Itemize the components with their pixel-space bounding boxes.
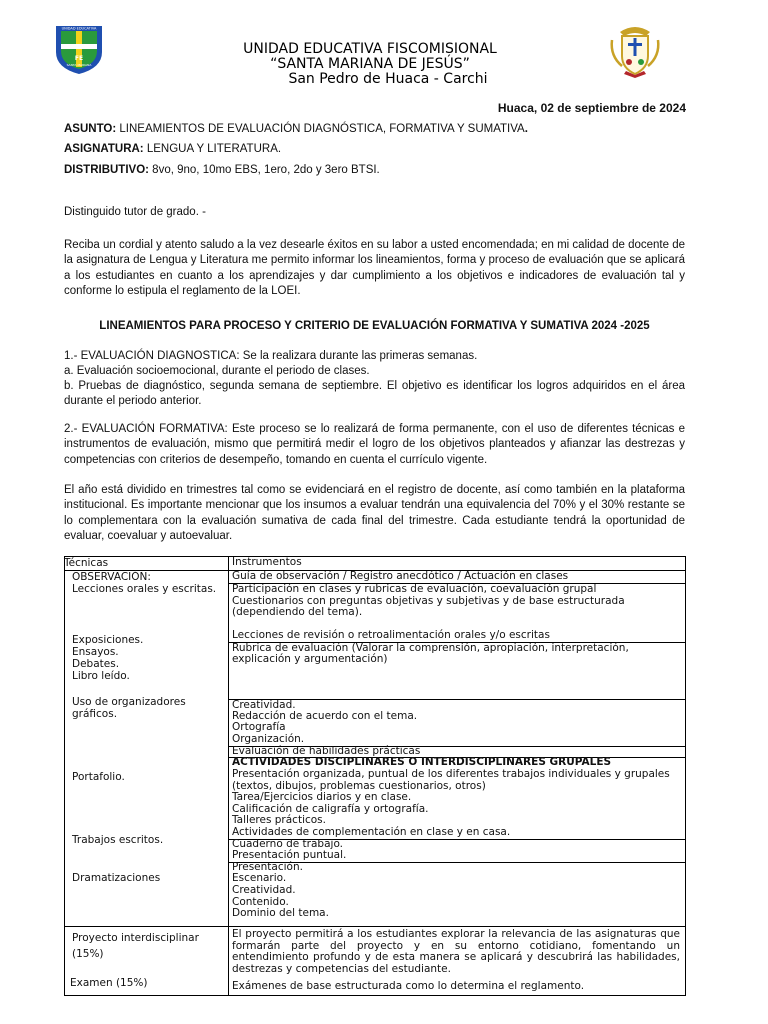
diag-line-3: b. Pruebas de diagnóstico, segunda semana de septiembre. El objetivo es identificar los logros adquiridos en el área durante el periodo anterior. — [64, 380, 685, 408]
instr-guia: Guía de observación / Registro anecdótico / Actuación en clases — [232, 570, 569, 582]
trimestres-paragraph: El año está dividido en trimestres tal como se evidenciará en el registro de docente, así como también en la plataforma institucional. Es importante mencionar que los insumos a evaluar tendrán una equivalencia del 70% y el 30% restante se lo complementara con la evaluación sumativa de cada final del trimestre. Cada estudiante tendrá la oportunidad de evaluar, coevaluar y autoevaluar. — [64, 484, 685, 542]
instr-dependiendo: (dependiendo del tema). — [232, 606, 363, 618]
asunto-end: . — [524, 123, 528, 135]
instr-escenario: Escenario. — [232, 872, 287, 884]
instr-presentacion-1: Presentación organizada, puntual de los diferentes trabajos individuales y grupales — [232, 768, 670, 780]
instr-rubrica-2: explicación y argumentación) — [232, 653, 388, 665]
field-asunto — [64, 123, 528, 135]
table-row-line — [64, 926, 686, 927]
intro-paragraph: Reciba un cordial y atento saludo a la vez desearle éxitos en su labor a usted encomendada; en mi calidad de docente de la asignatura de Lengua y Literatura me permito informar los lineamientos, forma y proceso de evaluación que se aplicará a los estudiantes en cuanto a los aprendizajes y dar cumplimiento a los objetivos e indicadores de evaluación tal y conforme lo estipula el reglamento de la LOEI. — [64, 239, 685, 297]
logo-left-bottom: SANTA MARIANA — [66, 63, 92, 67]
diag-line-2: a. Evaluación socioemocional, durante el periodo de clases. — [64, 365, 370, 377]
table-border-top — [64, 556, 686, 557]
table-border-right — [685, 556, 686, 996]
logo-left-text: UNIDAD EDUCATIVA — [61, 26, 97, 31]
table-border-left — [64, 556, 65, 996]
instr-ortografia: Ortografía — [232, 721, 286, 733]
table-row-line — [228, 699, 686, 700]
greeting: Distinguido tutor de grado. - — [64, 206, 206, 218]
instr-rubrica-1: Rubrica de evaluación (Valorar la comprensión, apropiación, interpretación, — [232, 642, 629, 654]
section-title: LINEAMIENTOS PARA PROCESO Y CRITERIO DE EVALUACIÓN FORMATIVA Y SUMATIVA 2024 -2025 — [99, 320, 650, 332]
header-line-1: UNIDAD EDUCATIVA FISCOMISIONAL — [243, 41, 497, 57]
instr-contenido: Contenido. — [232, 896, 289, 908]
school-shield-logo — [52, 22, 106, 76]
header-line-2: “SANTA MARIANA DE JESÚS” — [270, 56, 470, 72]
instr-cuaderno: Cuaderno de trabajo. — [232, 838, 344, 850]
instr-talleres: Talleres prácticos. — [232, 814, 326, 826]
field-distributivo — [64, 164, 380, 176]
tecnica-proyecto-2: (15%) — [72, 948, 104, 960]
instr-creatividad: Creatividad. — [232, 699, 296, 711]
tecnica-trabajos: Trabajos escritos. — [72, 834, 164, 846]
instr-lecciones-revision: Lecciones de revisión o retroalimentación orales y/o escritas — [232, 629, 550, 641]
instr-proyecto: El proyecto permitirá a los estudiantes explorar la relevancia de las asignaturas que formarán parte del proyecto y en su entorno cotidiano, fomentando un entendimiento profundo y de esta manera se aplicará y descubrirá las habilidades, destrezas y competencias del estudiante. — [232, 928, 680, 975]
instr-tarea: Tarea/Ejercicios diarios y en clase. — [232, 791, 412, 803]
instr-actividades-title: ACTIVIDADES DISCIPLINARES O INTERDISCIPLINARES GRUPALES — [232, 756, 612, 768]
asignatura-label: ASIGNATURA: — [64, 143, 144, 155]
header-line-3: San Pedro de Huaca - Carchi — [288, 71, 488, 87]
tecnica-dramatizaciones: Dramatizaciones — [72, 872, 161, 884]
school-header — [180, 42, 560, 87]
tecnica-examen: Examen (15%) — [70, 977, 148, 989]
table-border-bottom — [64, 995, 686, 996]
tecnica-portafolio: Portafolio. — [72, 771, 125, 783]
instr-habilidades: Evaluación de habilidades prácticas — [232, 745, 421, 757]
asignatura-value: LENGUA Y LITERATURA. — [143, 143, 282, 155]
instr-cuestionarios: Cuestionarios con preguntas objetivas y subjetivas y de base estructurada — [232, 595, 625, 607]
instr-examenes: Exámenes de base estructurada como lo determina el reglamento. — [232, 980, 585, 992]
instr-puntual: Presentación puntual. — [232, 849, 347, 861]
logo-left-initials: FE — [74, 55, 84, 62]
asunto-value: LINEAMIENTOS DE EVALUACIÓN DIAGNÓSTICA, FORMATIVA Y SUMATIVA — [116, 123, 525, 135]
tecnica-lecciones: Lecciones orales y escritas. — [72, 583, 217, 595]
asunto-label: ASUNTO: — [64, 123, 117, 135]
tecnica-uso-1: Uso de organizadores — [72, 696, 186, 708]
header-instrumentos: Instrumentos — [232, 556, 302, 568]
field-asignatura — [64, 143, 281, 155]
instr-organizacion: Organización. — [232, 733, 305, 745]
diocese-crest-logo — [606, 22, 664, 80]
instr-calificacion: Calificación de caligrafía y ortografía. — [232, 803, 429, 815]
instr-participacion: Participación en clases y rubricas de evaluación, coevaluación grupal — [232, 583, 597, 595]
tecnica-observacion: OBSERVACIÓN: — [72, 571, 151, 583]
instr-presentacion-2: (textos, dibujos, problemas cuestionarios, otros) — [232, 780, 486, 792]
document-date: Huaca, 02 de septiembre de 2024 — [497, 101, 686, 115]
tecnica-proyecto-1: Proyecto interdisciplinar — [72, 932, 199, 944]
formativa-paragraph: 2.- EVALUACIÓN FORMATIVA: Este proceso se lo realizará de forma permanente, con el uso de diferentes técnicas e instrumentos de evaluación, mismo que permitirá medir el logro de los objetivos planteados y afianzar las destrezas y competencias con criterios de desempeño, tomando en cuenta el currículo vigente. — [64, 423, 685, 466]
distributivo-value: 8vo, 9no, 10mo EBS, 1ero, 2do y 3ero BTSI. — [148, 164, 380, 176]
tecnica-debates: Debates. — [72, 658, 120, 670]
diag-line-1: 1.- EVALUACIÓN DIAGNOSTICA: Se la realizara durante las primeras semanas. — [64, 350, 478, 362]
header-tecnicas: Técnicas — [64, 557, 109, 569]
distributivo-label: DISTRIBUTIVO: — [64, 164, 149, 176]
instr-creatividad-2: Creatividad. — [232, 884, 296, 896]
instr-drama-presentacion: Presentación. — [232, 861, 303, 873]
tecnica-exposiciones: Exposiciones. — [72, 634, 144, 646]
instr-complementacion: Actividades de complementación en clase y en casa. — [232, 826, 511, 838]
evaluation-table — [64, 556, 686, 996]
tecnica-ensayos: Ensayos. — [72, 646, 119, 658]
instr-redaccion: Redacción de acuerdo con el tema. — [232, 710, 418, 722]
tecnica-libro: Libro leído. — [72, 670, 130, 682]
instr-dominio: Dominio del tema. — [232, 907, 329, 919]
table-column-divider — [228, 556, 229, 996]
tecnica-uso-2: gráficos. — [72, 708, 118, 720]
